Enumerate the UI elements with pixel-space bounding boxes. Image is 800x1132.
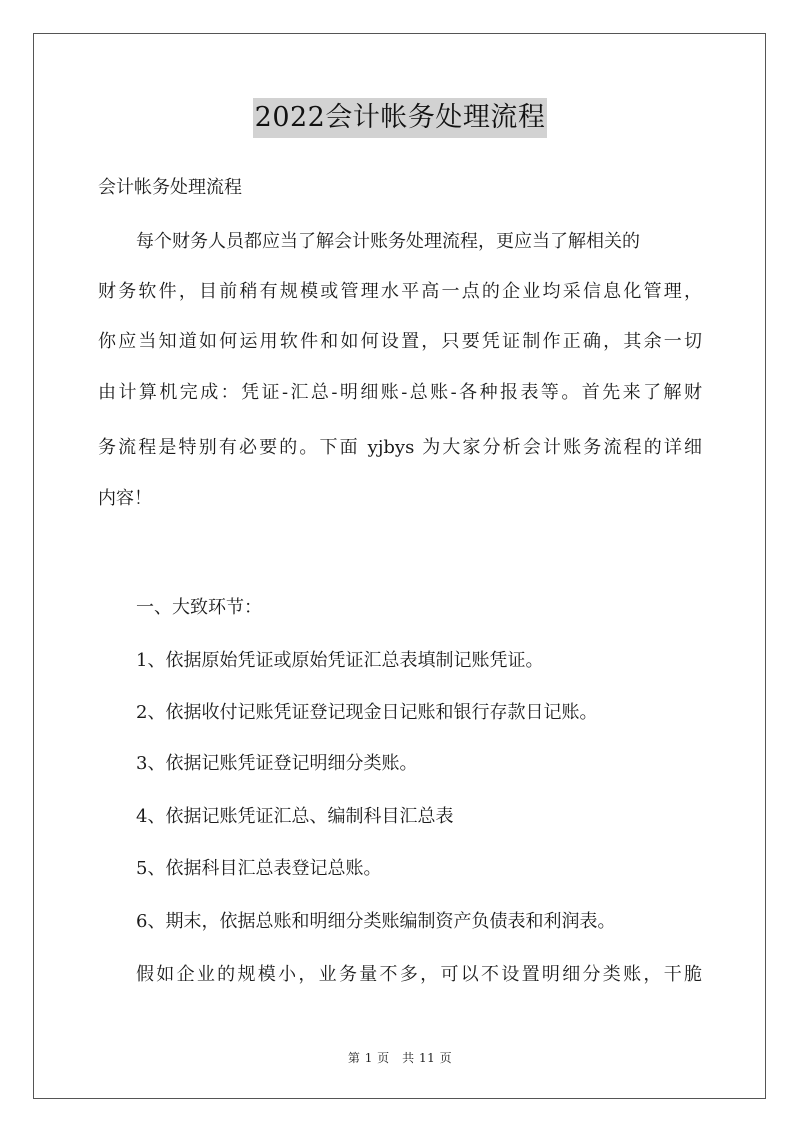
step-item-3: 3、依据记账凭证登记明细分类账。 xyxy=(136,753,418,774)
document-title: 2022会计帐务处理流程 xyxy=(253,98,548,138)
step-item-4: 4、依据记账凭证汇总、编制科目汇总表 xyxy=(136,806,454,827)
paragraph-line-1: 每个财务人员都应当了解会计账务处理流程，更应当了解相关的 xyxy=(136,231,640,252)
step-item-5: 5、依据科目汇总表登记总账。 xyxy=(136,858,382,879)
section-heading: 一、大致环节： xyxy=(136,597,262,618)
page-footer: 第 1 页 共 11 页 xyxy=(347,1051,453,1065)
paragraph-line-3: 你应当知道如何运用软件和如何设置，只要凭证制作正确，其余一切 xyxy=(98,331,702,352)
paragraph-line-5: 务流程是特别有必要的。下面 yjbys 为大家分析会计账务流程的详细 xyxy=(98,437,702,458)
closing-line: 假如企业的规模小，业务量不多，可以不设置明细分类账，干脆 xyxy=(136,964,702,985)
paragraph-line-2: 财务软件，目前稍有规模或管理水平高一点的企业均采信息化管理， xyxy=(98,281,702,302)
step-item-6: 6、期末，依据总账和明细分类账编制资产负债表和利润表。 xyxy=(136,911,616,932)
document-subtitle: 会计帐务处理流程 xyxy=(98,177,242,198)
title-container xyxy=(0,98,800,138)
paragraph-line-6: 内容！ xyxy=(98,488,152,509)
step-item-2: 2、依据收付记账凭证登记现金日记账和银行存款日记账。 xyxy=(136,702,598,723)
step-item-1: 1、依据原始凭证或原始凭证汇总表填制记账凭证。 xyxy=(136,650,544,671)
paragraph-line-4: 由计算机完成：凭证-汇总-明细账-总账-各种报表等。首先来了解财 xyxy=(98,382,702,403)
